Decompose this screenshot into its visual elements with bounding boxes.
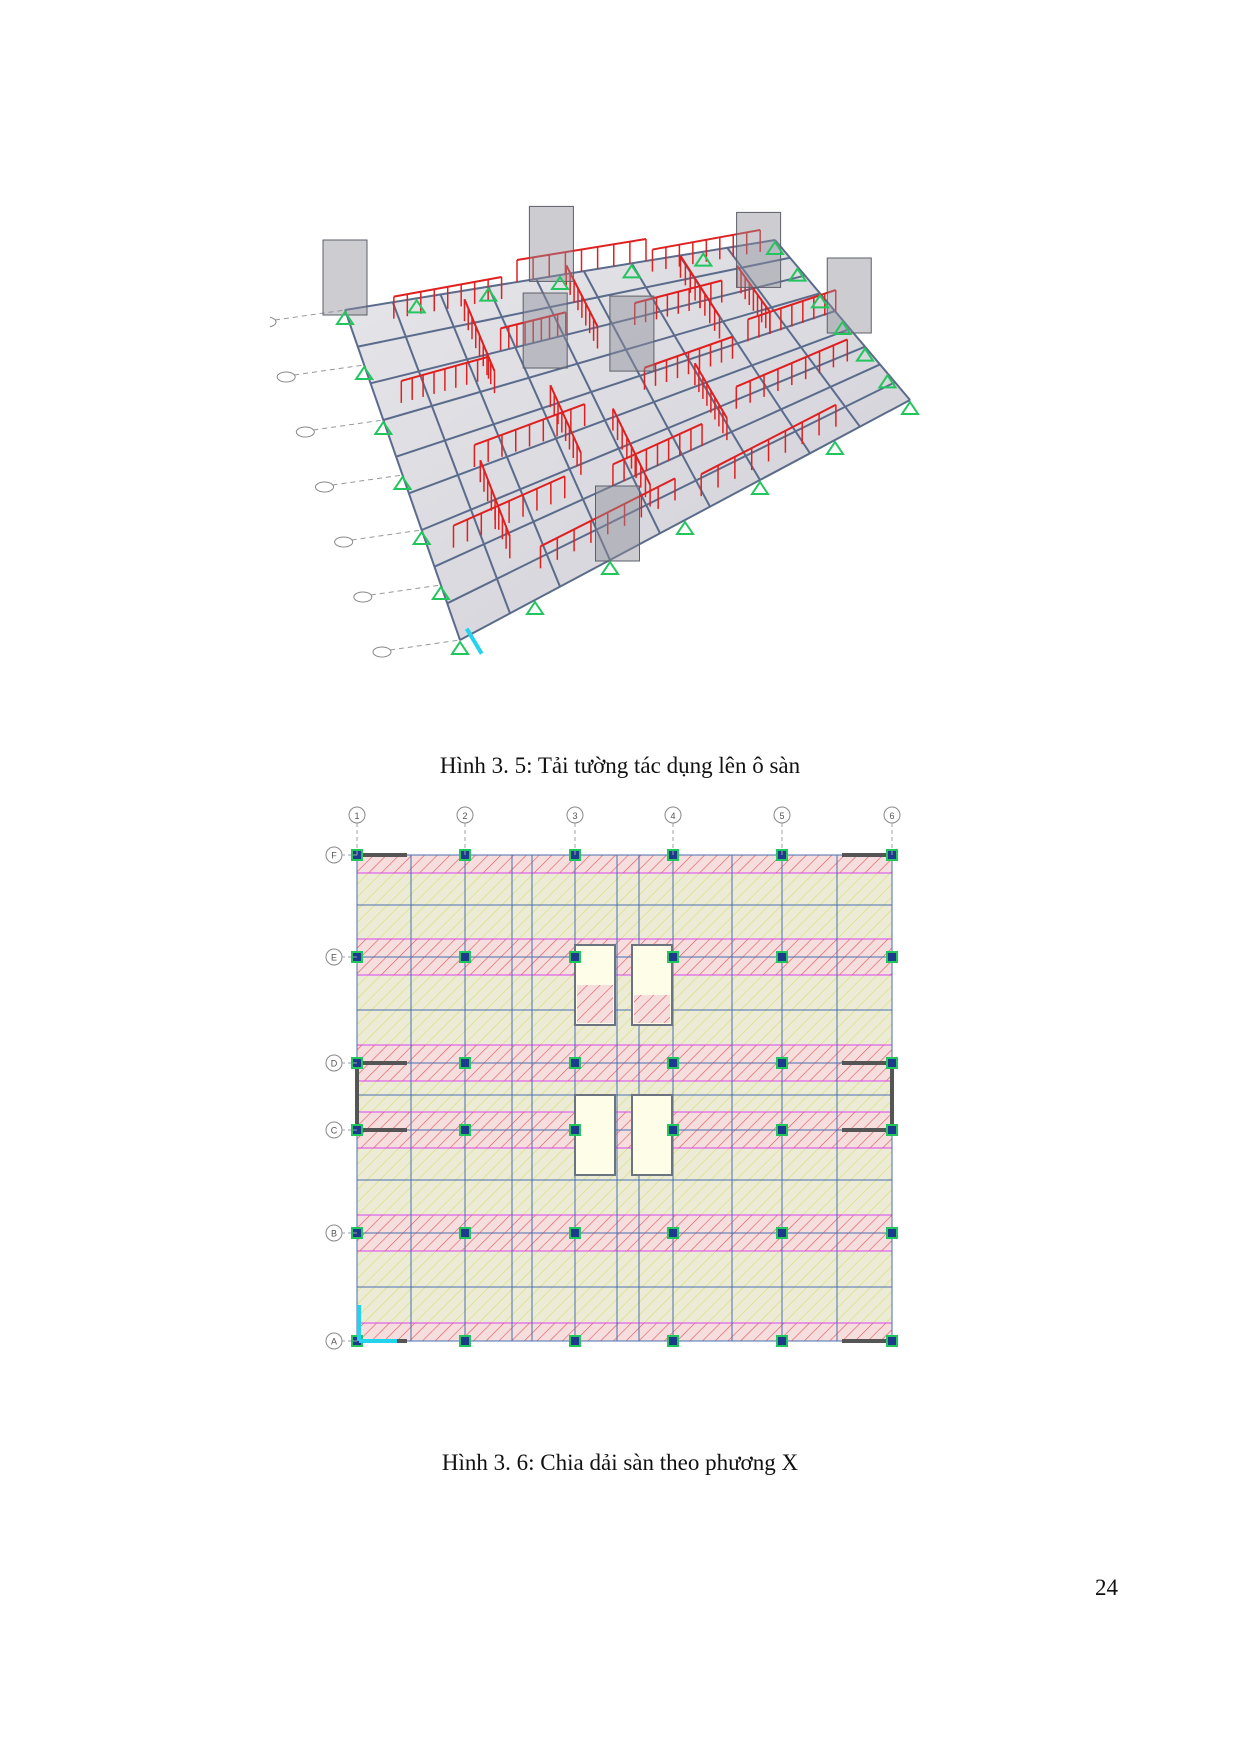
figure-slab-strips-x bbox=[325, 805, 1005, 1410]
column-marker bbox=[570, 1058, 580, 1068]
column-marker bbox=[777, 1228, 787, 1238]
shear-wall-core bbox=[323, 240, 367, 315]
column-marker bbox=[570, 1228, 580, 1238]
axis-extension bbox=[313, 420, 383, 430]
column-marker bbox=[887, 1336, 897, 1346]
figure-1-caption: Hình 3. 5: Tải tường tác dụng lên ô sàn bbox=[439, 753, 801, 778]
column-marker bbox=[887, 1228, 897, 1238]
column-marker bbox=[668, 952, 678, 962]
column-marker bbox=[668, 1228, 678, 1238]
column-marker bbox=[570, 1125, 580, 1135]
column-marker bbox=[460, 1336, 470, 1346]
shear-wall-core bbox=[610, 296, 654, 371]
shear-wall-core bbox=[737, 212, 781, 287]
grid-bubble bbox=[373, 647, 391, 657]
opening-strip bbox=[634, 995, 670, 1023]
opening-strip bbox=[577, 985, 613, 1023]
slab-strip-plan bbox=[325, 805, 1005, 1410]
column-strip-f bbox=[357, 855, 892, 873]
column-marker bbox=[668, 1336, 678, 1346]
column-marker bbox=[460, 1058, 470, 1068]
figure-2-caption: Hình 3. 6: Chia dải sàn theo phương X bbox=[441, 1450, 799, 1475]
row-axis-label: D bbox=[330, 1058, 338, 1069]
column-axis-bubble bbox=[349, 807, 365, 823]
grid-bubble bbox=[296, 427, 314, 437]
column-marker bbox=[570, 952, 580, 962]
grid-bubble bbox=[277, 372, 295, 382]
column-strip-a bbox=[357, 1323, 892, 1341]
column-marker bbox=[777, 1058, 787, 1068]
column-marker bbox=[777, 952, 787, 962]
column-marker bbox=[777, 1125, 787, 1135]
plan-group bbox=[349, 807, 900, 1346]
column-axis-bubble bbox=[665, 807, 681, 823]
grid-bubble bbox=[270, 317, 276, 327]
column-marker bbox=[460, 952, 470, 962]
column-axis-label: 2 bbox=[462, 811, 468, 821]
axis-extension bbox=[390, 640, 460, 650]
column-axis-bubble bbox=[567, 807, 583, 823]
column-axis-label: 6 bbox=[889, 811, 895, 821]
column-marker bbox=[887, 1058, 897, 1068]
row-axis-label: C bbox=[330, 1125, 338, 1136]
figure-3d-wall-load bbox=[270, 200, 1030, 720]
column-axis-label: 1 bbox=[354, 811, 360, 821]
column-marker bbox=[668, 1125, 678, 1135]
row-axis-label: F bbox=[331, 850, 337, 861]
column-marker bbox=[460, 1228, 470, 1238]
shear-wall-core bbox=[596, 486, 640, 561]
grid-bubble bbox=[335, 537, 353, 547]
axis-extension bbox=[294, 365, 364, 375]
row-axis-label: B bbox=[330, 1228, 338, 1239]
middle-strip-area bbox=[357, 855, 892, 1341]
axis-extension bbox=[352, 530, 422, 540]
column-axis-label: 4 bbox=[670, 811, 676, 821]
column-axis-bubble bbox=[884, 807, 900, 823]
structural-3d-model bbox=[270, 200, 1030, 720]
column-marker bbox=[887, 1125, 897, 1135]
column-marker bbox=[668, 1058, 678, 1068]
grid-bubble bbox=[354, 592, 372, 602]
column-axis-label: 5 bbox=[779, 811, 785, 821]
grid-bubble bbox=[316, 482, 334, 492]
support-symbol bbox=[452, 642, 468, 654]
row-axis-label: A bbox=[330, 1336, 338, 1347]
axis-extension bbox=[333, 475, 403, 485]
column-marker bbox=[777, 1336, 787, 1346]
shear-wall-core bbox=[529, 206, 573, 281]
page-number: 24 bbox=[1095, 1575, 1118, 1600]
column-axis-bubble bbox=[774, 807, 790, 823]
column-marker bbox=[887, 952, 897, 962]
column-marker bbox=[570, 1336, 580, 1346]
column-axis-label: 3 bbox=[572, 811, 578, 821]
column-marker bbox=[460, 1125, 470, 1135]
row-axis-label: E bbox=[330, 952, 338, 963]
axis-extension bbox=[371, 585, 441, 595]
slab-opening bbox=[632, 1095, 672, 1175]
shear-wall-core bbox=[827, 258, 871, 333]
column-axis-bubble bbox=[457, 807, 473, 823]
shear-wall-core bbox=[523, 293, 567, 368]
